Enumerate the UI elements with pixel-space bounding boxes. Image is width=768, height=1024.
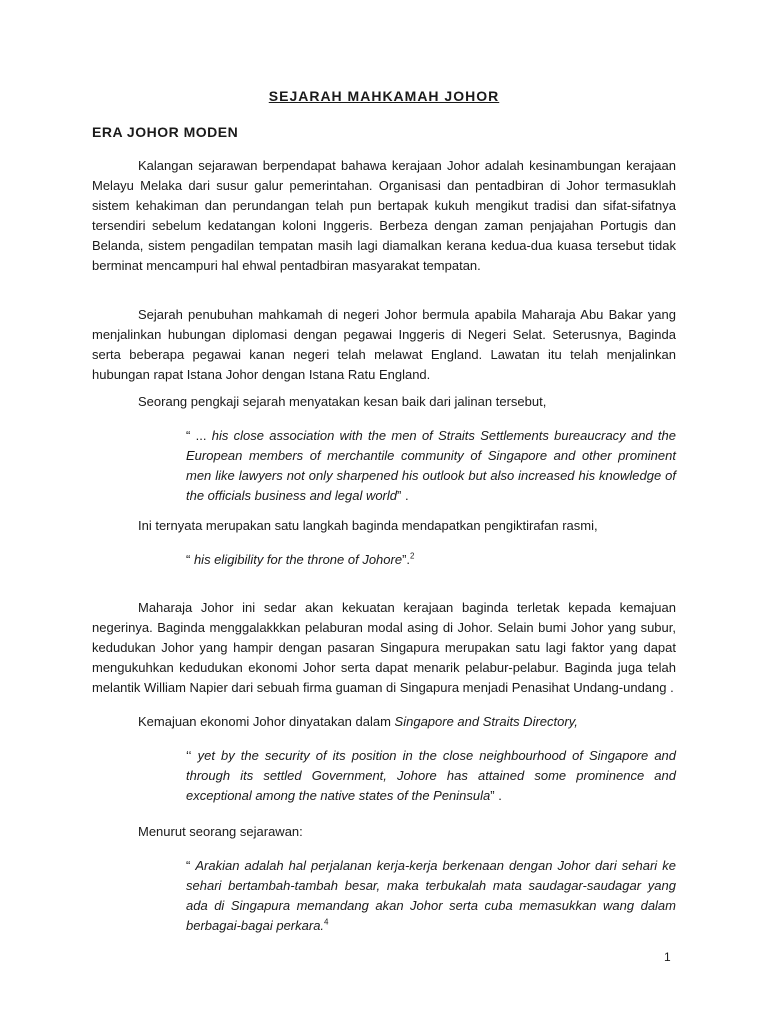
intro-line-1: Seorang pengkaji sejarah menyatakan kesan baik dari jalinan tersebut,: [138, 394, 547, 409]
quote-3-open: ‘‘: [186, 748, 198, 763]
quote-1-open: “ ...: [186, 428, 212, 443]
quote-2-open: “: [186, 552, 194, 567]
quote-3-text: yet by the security of its position in the close neighbourhood of Singapore and through its settled Government, Johore has attained some prominence and exceptional among the native states of the Peninsula: [186, 748, 677, 803]
paragraph-1: Kalangan sejarawan berpendapat bahawa kerajaan Johor adalah kesinambungan kerajaan Melayu Melaka dari susur galur pemerintahan. Organisasi dan pentadbiran di Johor termasuklah sistem kehakiman dan perundangan telah pun bertapak kukuh mengikut tradisi dan sifat-sifatnya tersendiri sebelum kedatangan koloni Inggeris. Berbeza dengan zaman penjajahan Portugis dan Belanda, sistem pengadilan tempatan masih lagi diamalkan kerana kedua-dua kuasa tersebut tidak berminat mencampuri hal ehwal pentadbiran masyarakat tempatan.: [92, 158, 676, 273]
paragraph-2: Sejarah penubuhan mahkamah di negeri Johor bermula apabila Maharaja Abu Bakar yang menjalinkan hubungan diplomasi dengan pegawai Inggeris di Negeri Selat. Seterusnya, Baginda serta beberapa pegawai kanan negeri telah melawat England. Lawatan itu telah menjalinkan hubungan rapat Istana Johor dengan Istana Ratu England.: [92, 307, 676, 382]
quote-1: [186, 426, 676, 506]
quote-2: [186, 550, 676, 570]
quote-3: [186, 746, 676, 806]
quote-1-text: his close association with the men of Straits Settlements bureaucracy and the European members of merchantile community of Singapore and other prominent men like lawyers not only sharpened his outlook but also increased his knowledge of the officials business and legal world: [186, 428, 677, 503]
page-number: 1: [664, 950, 671, 964]
footnote-ref-4: 4: [324, 917, 329, 927]
quote-3-close: ” .: [490, 788, 502, 803]
quote-4-open: “: [186, 858, 196, 873]
section-heading: ERA JOHOR MODEN: [92, 124, 239, 140]
document-title: SEJARAH MAHKAMAH JOHOR: [268, 88, 500, 104]
intro-line-4: Menurut seorang sejarawan:: [138, 824, 303, 839]
quote-2-close: ”.: [402, 552, 411, 567]
intro-line-3-text: Kemajuan ekonomi Johor dinyatakan dalam: [138, 714, 395, 729]
quote-2-text: his eligibility for the throne of Johore: [193, 552, 403, 567]
directory-source: Singapore and Straits Directory,: [394, 714, 578, 729]
footnote-ref-2: 2: [410, 551, 415, 561]
intro-line-3: [138, 712, 678, 732]
paragraph-3: Maharaja Johor ini sedar akan kekuatan kerajaan baginda terletak kepada kemajuan negerinya. Baginda menggalakkkan pelaburan modal asing di Johor. Selain bumi Johor yang subur, kedudukan Johor yang hampir dengan pasaran Singapura merupakan satu lagi faktor yang dapat mengukuhkan kedudukan ekonomi Johor serta dapat menarik pelabur-pelabur. Baginda juga telah melantik William Napier dari sebuah firma guaman di Singapura menjadi Penasihat Undang-undang .: [92, 600, 676, 695]
quote-4-text: Arakian adalah hal perjalanan kerja-kerja berkenaan dengan Johor dari sehari ke sehari bertambah-tambah besar, maka terbukalah mata saudagar-saudagar yang ada di Singapura memandang akan Johor serta cuba memasukkan wang dalam berbagai-bagai perkara.: [186, 858, 676, 933]
quote-4: [186, 856, 676, 936]
intro-line-2: Ini ternyata merupakan satu langkah baginda mendapatkan pengiktirafan rasmi,: [138, 518, 598, 533]
quote-1-close: ” .: [397, 488, 409, 503]
